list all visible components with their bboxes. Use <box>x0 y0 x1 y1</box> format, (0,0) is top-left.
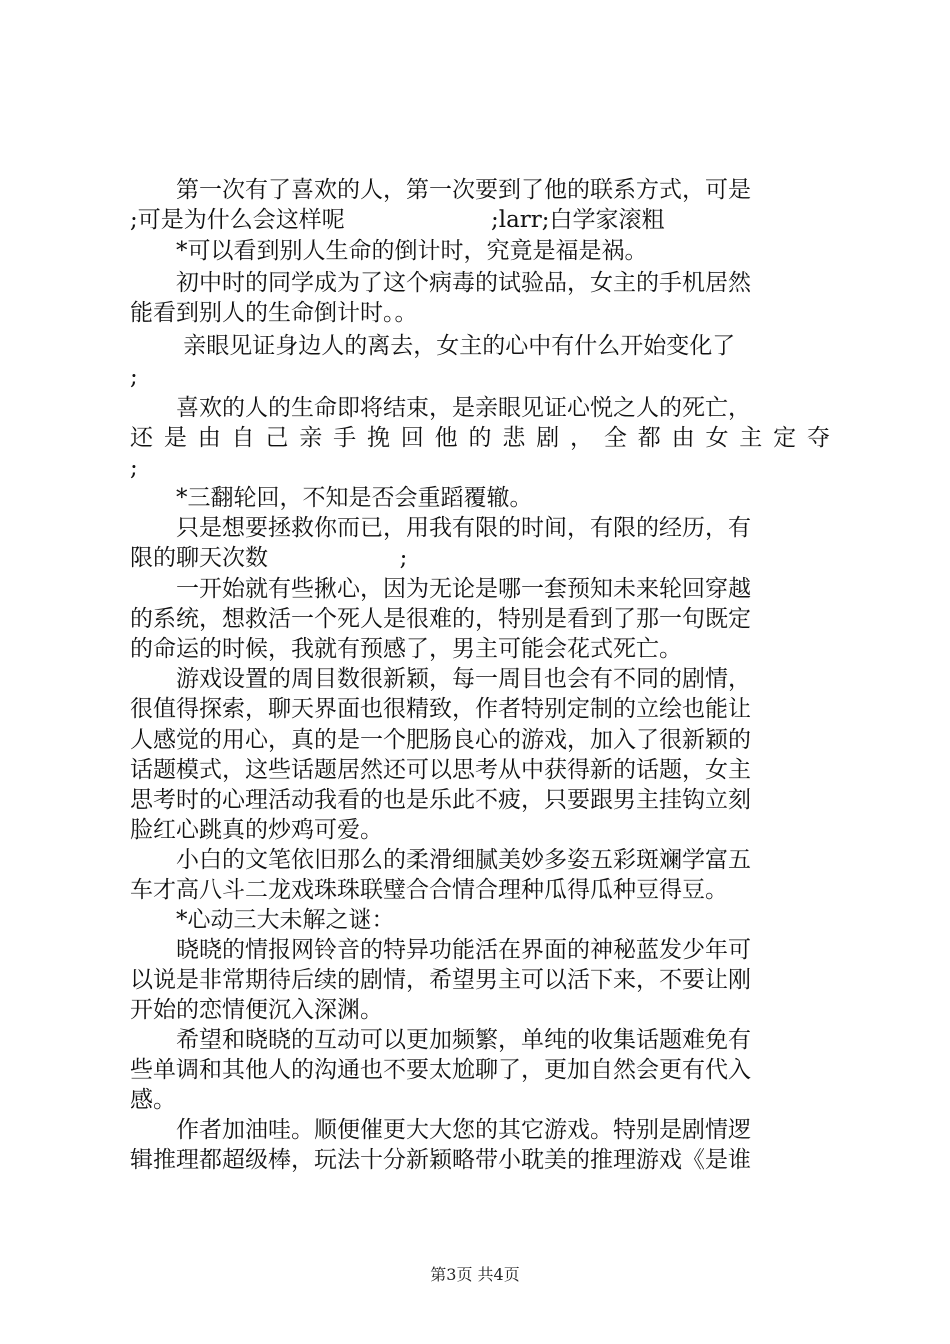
text-line: *可以看到别人生命的倒计时，究竟是福是祸。 <box>130 238 648 264</box>
text-line: 能看到别人的生命倒计时。。 <box>130 300 418 326</box>
text-line: 还是由自己亲手挽回他的悲剧，全都由女主定夺 <box>130 425 830 451</box>
text-line: 车才高八斗二龙戏珠珠联璧合合情合理种瓜得瓜种豆得豆。 <box>130 877 728 903</box>
text-line: 游戏设置的周目数很新颖，每一周目也会有不同的剧情， <box>130 666 751 692</box>
text-line: 辑推理都超级棒，玩法十分新颖略带小耽美的推理游戏《是谁 <box>130 1147 751 1173</box>
text-line: 初中时的同学成为了这个病毒的试验品，女主的手机居然 <box>130 270 751 296</box>
text-line: 些单调和其他人的沟通也不要太尬聊了，更加自然会更有代入 <box>130 1057 751 1083</box>
text-line: 开始的恋情便沉入深渊。 <box>130 997 383 1023</box>
text-line: 小白的文笔依旧那么的柔滑细腻美妙多姿五彩斑斓学富五 <box>130 847 751 873</box>
text-line: ; <box>130 455 138 481</box>
text-line: ; <box>130 364 138 390</box>
text-line: 人感觉的用心，真的是一个肥肠良心的游戏，加入了很新颖的 <box>130 727 751 753</box>
text-line: *心动三大未解之谜： <box>130 907 395 933</box>
text-line: 只是想要拯救你而已，用我有限的时间，有限的经历，有 <box>130 515 751 541</box>
text-line: 希望和晓晓的互动可以更加频繁，单纯的收集话题难免有 <box>130 1027 751 1053</box>
page-footer: 第3页 共4页 <box>430 1265 520 1284</box>
text-line: 的系统，想救活一个死人是很难的，特别是看到了那一句既定 <box>130 606 751 632</box>
text-line: 的命运的时候，我就有预感了，男主可能会花式死亡。 <box>130 636 682 662</box>
text-line: *三翻轮回，不知是否会重蹈覆辙。 <box>130 485 533 511</box>
text-line: ;可是为什么会这样呢 ;larr;白学家滚粗 <box>130 207 665 233</box>
text-line: 思考时的心理活动我看的也是乐此不疲，只要跟男主挂钩立刻 <box>130 787 751 813</box>
text-line: 第一次有了喜欢的人，第一次要到了他的联系方式，可是 <box>130 177 751 203</box>
text-line: 很值得探索，聊天界面也很精致，作者特别定制的立绘也能让 <box>130 696 751 722</box>
text-line: 限的聊天次数 ; <box>130 545 408 571</box>
text-line: 以说是非常期待后续的剧情，希望男主可以活下来，不要让刚 <box>130 967 751 993</box>
text-line: 一开始就有些揪心，因为无论是哪一套预知未来轮回穿越 <box>130 576 751 602</box>
text-line: 喜欢的人的生命即将结束，是亲眼见证心悦之人的死亡， <box>130 395 751 421</box>
text-line: 作者加油哇。顺便催更大大您的其它游戏。特别是剧情逻 <box>130 1117 751 1143</box>
text-line: 晓晓的情报网铃音的特异功能活在界面的神秘蓝发少年可 <box>130 937 751 963</box>
text-line: 脸红心跳真的炒鸡可爱。 <box>130 817 383 843</box>
text-line: 话题模式，这些话题居然还可以思考从中获得新的话题，女主 <box>130 757 751 783</box>
text-line: 亲眼见证身边人的离去，女主的心中有什么开始变化了 <box>130 333 736 359</box>
text-line: 感。 <box>130 1087 176 1113</box>
